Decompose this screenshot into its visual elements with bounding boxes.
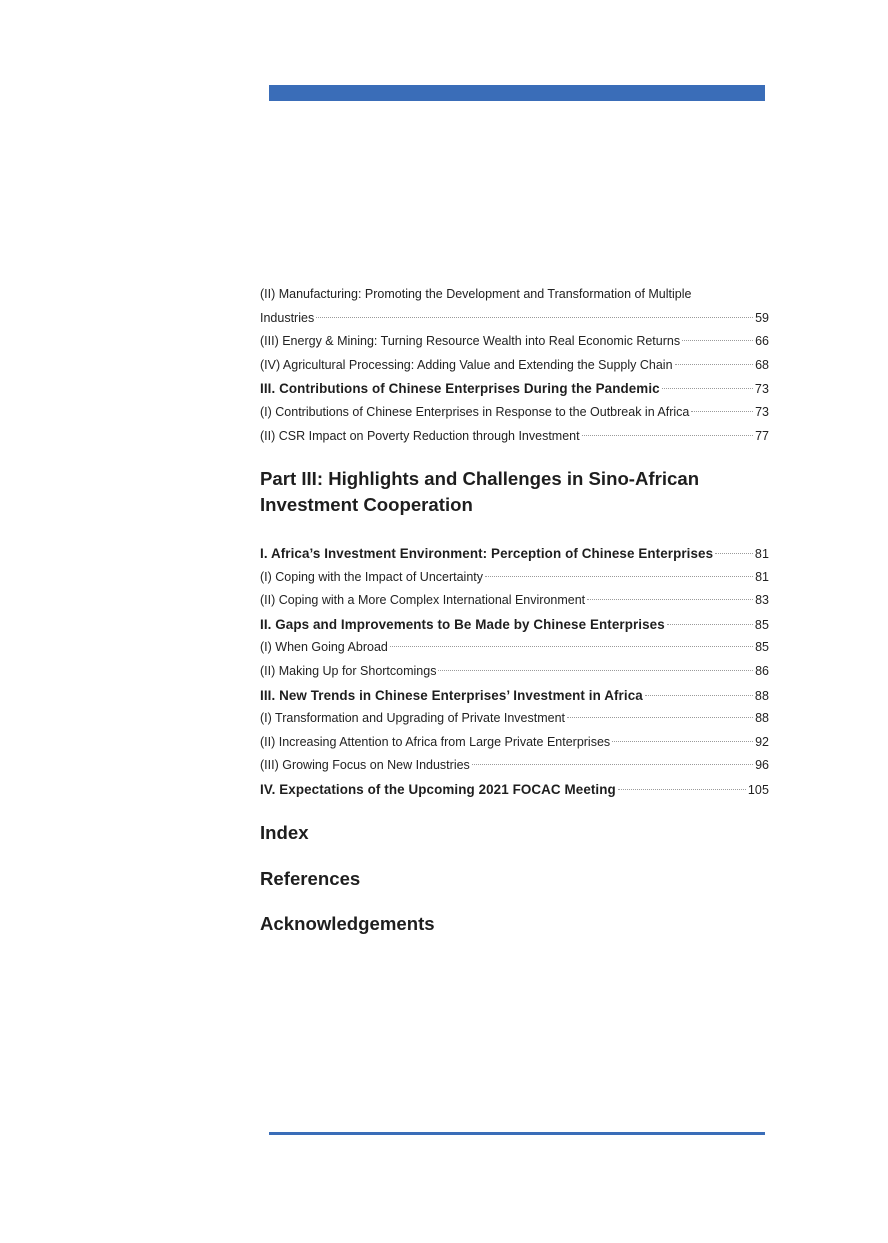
toc-references-heading[interactable]: References [260, 868, 361, 889]
dot-leader [715, 553, 753, 554]
dot-leader [691, 411, 753, 412]
toc-entry[interactable] [260, 330, 769, 354]
toc-page-number: 68 [755, 357, 769, 372]
toc-entry[interactable] [260, 636, 769, 660]
toc-entry[interactable] [260, 589, 769, 613]
toc-entry-title: II. Gaps and Improvements to Be Made by Chinese Enterprises [260, 616, 665, 632]
dot-leader [662, 388, 753, 389]
toc-entry-title: III. New Trends in Chinese Enterprises’ Investment in Africa [260, 687, 643, 703]
toc-entry-title: (II) Coping with a More Complex International Environment [260, 593, 586, 608]
toc-entry[interactable] [260, 401, 769, 425]
toc-entry[interactable] [260, 307, 769, 331]
toc-entry[interactable] [260, 754, 769, 778]
dot-leader [472, 764, 753, 765]
toc-page-number: 81 [754, 547, 769, 561]
toc-section-entry[interactable] [260, 778, 769, 802]
dot-leader [618, 789, 746, 790]
dot-leader [612, 741, 753, 742]
dot-leader [438, 670, 753, 671]
toc-page-number: 96 [755, 758, 769, 773]
dot-leader [682, 340, 753, 341]
toc-entry-title: (I) Transformation and Upgrading of Private Investment [260, 711, 566, 726]
dot-leader [675, 364, 754, 365]
dot-leader [667, 624, 753, 625]
toc-part-three [260, 542, 769, 802]
toc-page-number: 66 [755, 334, 769, 349]
toc-entry-title: Industries [260, 310, 315, 325]
toc-entry-title: (I) Contributions of Chinese Enterprises in Response to the Outbreak in Africa [260, 404, 690, 419]
toc-entry-title: (I) When Going Abroad [260, 640, 388, 655]
header-accent-bar [269, 85, 765, 101]
dot-leader [567, 717, 753, 718]
toc-page-number: 85 [754, 617, 769, 632]
toc-page-number: 86 [755, 663, 769, 678]
toc-page-number: 73 [754, 382, 769, 397]
toc-section-entry[interactable] [260, 542, 769, 566]
toc-page-number: 83 [755, 593, 769, 608]
part-three-heading: Part III: Highlights and Challenges in Sino-African Investment Cooperation [260, 468, 700, 515]
toc-entry-title: I. Africa’s Investment Environment: Perception of Chinese Enterprises [260, 546, 714, 561]
dot-leader [645, 695, 753, 696]
toc-entry[interactable] [260, 707, 769, 731]
toc-entry-title: (II) Increasing Attention to Africa from Large Private Enterprises [260, 734, 611, 749]
dot-leader [390, 646, 753, 647]
toc-entry-title: III. Contributions of Chinese Enterprises During the Pandemic [260, 381, 660, 397]
toc-page-number: 88 [755, 711, 769, 726]
toc-entry[interactable] [260, 660, 769, 684]
toc-entry-wrapped-first-line: (II) Manufacturing: Promoting the Development and Transformation of Multiple [260, 287, 692, 301]
dot-leader [316, 317, 753, 318]
toc-entry-title: IV. Expectations of the Upcoming 2021 FOCAC Meeting [260, 781, 616, 797]
toc-section-entry[interactable] [260, 377, 769, 401]
toc-page-number: 81 [755, 569, 769, 584]
toc-section-entry[interactable] [260, 684, 769, 708]
toc-entry-title: (III) Growing Focus on New Industries [260, 758, 470, 773]
toc-page-number: 77 [755, 428, 769, 443]
toc-entry-title: (IV) Agricultural Processing: Adding Value and Extending the Supply Chain [260, 357, 673, 372]
toc-entry-title: (I) Coping with the Impact of Uncertainty [260, 569, 484, 584]
toc-entry[interactable] [260, 354, 769, 378]
toc-section-entry[interactable] [260, 613, 769, 637]
toc-page-number: 88 [754, 688, 769, 703]
toc-page-number: 85 [755, 640, 769, 655]
footer-accent-rule [269, 1132, 765, 1135]
toc-acknowledgements-heading[interactable]: Acknowledgements [260, 913, 435, 934]
toc-page-number: 59 [755, 310, 769, 325]
toc-page-number: 105 [747, 782, 769, 797]
toc-entry-title: (II) CSR Impact on Poverty Reduction through Investment [260, 428, 580, 443]
toc-entry[interactable] [260, 731, 769, 755]
toc-part-two-tail [260, 283, 769, 448]
toc-page-number: 73 [755, 404, 769, 419]
toc-entry[interactable] [260, 566, 769, 590]
toc-entry-title: (II) Making Up for Shortcomings [260, 663, 437, 678]
toc-entry[interactable] [260, 425, 769, 449]
toc-entry-title: (III) Energy & Mining: Turning Resource Wealth into Real Economic Returns [260, 334, 681, 349]
toc-page-number: 92 [755, 734, 769, 749]
toc-index-heading[interactable]: Index [260, 822, 309, 843]
dot-leader [587, 599, 753, 600]
dot-leader [485, 576, 753, 577]
dot-leader [582, 435, 754, 436]
